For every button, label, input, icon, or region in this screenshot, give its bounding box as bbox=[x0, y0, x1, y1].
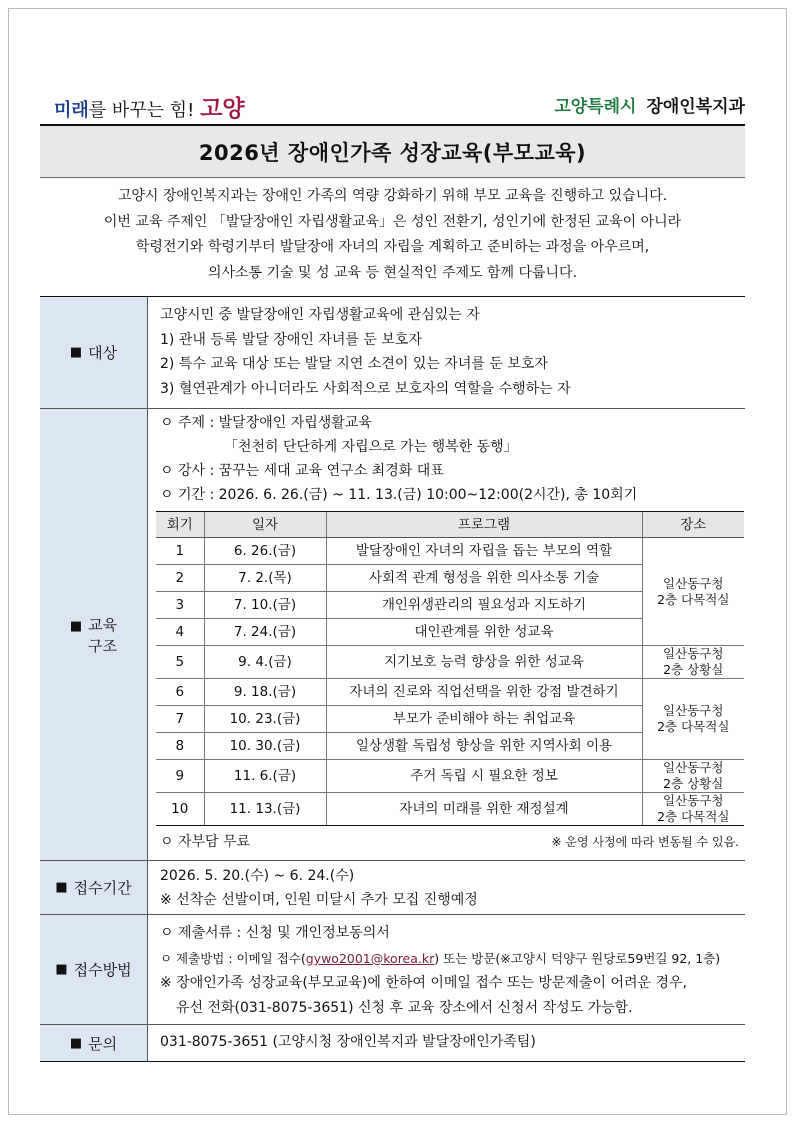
session-program: 개인위생관리의 필요성과 지도하기 bbox=[326, 592, 642, 619]
table-row bbox=[156, 793, 744, 826]
session-location: 일산동구청 2층 다목적실 bbox=[642, 679, 744, 760]
label-text: 대상 bbox=[88, 344, 118, 362]
label-target bbox=[40, 297, 148, 408]
city-name: 고양특례시 bbox=[554, 97, 637, 117]
slogan-part-3: 고양 bbox=[200, 96, 245, 122]
session-date: 11. 13.(금) bbox=[204, 793, 326, 826]
session-no: 6 bbox=[156, 679, 204, 706]
session-no: 3 bbox=[156, 592, 204, 619]
session-program: 부모가 준비해야 하는 취업교육 bbox=[326, 706, 642, 733]
target-line: 고양시민 중 발달장애인 자립생활교육에 관심있는 자 bbox=[160, 307, 480, 323]
label-text: 교육 bbox=[88, 615, 118, 634]
session-program: 사회적 관계 형성을 위한 의사소통 기술 bbox=[326, 565, 642, 592]
session-no: 9 bbox=[156, 760, 204, 793]
table-row bbox=[156, 538, 744, 565]
session-date: 7. 10.(금) bbox=[204, 592, 326, 619]
method-note: 유선 전화(031-8075-3651) 신청 후 교육 장소에서 신청서 작성도 가능함. bbox=[176, 1000, 633, 1016]
session-no: 2 bbox=[156, 565, 204, 592]
square-bullet-icon: ■ bbox=[55, 962, 68, 977]
change-note: ※ 운영 사정에 따라 변동될 수 있음. bbox=[551, 835, 739, 849]
section-reception-period bbox=[40, 861, 745, 915]
department bbox=[554, 92, 745, 117]
lecturer: ㅇ 강사 : 꿈꾸는 세대 교육 연구소 최경화 대표 bbox=[160, 463, 444, 479]
table-row bbox=[156, 646, 744, 679]
slogan-part-1: 미래 bbox=[54, 100, 89, 121]
session-location: 일산동구청 2층 상황실 bbox=[642, 760, 744, 793]
division-name: 장애인복지과 bbox=[646, 97, 745, 117]
session-no: 1 bbox=[156, 538, 204, 565]
session-location: 일산동구청 2층 다목적실 bbox=[642, 793, 744, 826]
fee-row bbox=[160, 830, 745, 854]
session-date: 10. 30.(금) bbox=[204, 733, 326, 760]
topic: ㅇ 주제 : 발달장애인 자립생활교육 bbox=[160, 415, 372, 431]
session-program: 발달장애인 자녀의 자립을 돕는 부모의 역할 bbox=[326, 538, 642, 565]
session-program: 대인관계를 위한 성교육 bbox=[326, 619, 642, 646]
square-bullet-icon: ■ bbox=[55, 880, 68, 895]
header-location: 장소 bbox=[642, 512, 744, 538]
session-program: 자녀의 미래를 위한 재정설계 bbox=[326, 793, 642, 826]
schedule-table bbox=[156, 511, 744, 826]
documents: ㅇ 제출서류 : 신청 및 개인정보동의서 bbox=[160, 925, 390, 941]
session-location: 일산동구청 2층 상황실 bbox=[642, 646, 744, 679]
session-program: 주거 독립 시 필요한 정보 bbox=[326, 760, 642, 793]
header-session: 회기 bbox=[156, 512, 204, 538]
header-date: 일자 bbox=[204, 512, 326, 538]
session-no: 4 bbox=[156, 619, 204, 646]
reception-note: ※ 선착순 선발이며, 인원 미달시 추가 모집 진행예정 bbox=[160, 892, 478, 908]
section-inquiry bbox=[40, 1025, 745, 1061]
contact: 031-8075-3651 (고양시청 장애인복지과 발달장애인가족팀) bbox=[160, 1034, 536, 1050]
target-line: 3) 혈연관계가 아니더라도 사회적으로 보호자의 역할을 수행하는 자 bbox=[160, 380, 571, 397]
page-title: 2026년 장애인가족 성장교육(부모교육) bbox=[198, 140, 587, 165]
table-row bbox=[156, 760, 744, 793]
table-row bbox=[156, 679, 744, 706]
slogan-part-2: 를 바꾸는 힘! bbox=[88, 100, 201, 121]
session-date: 6. 26.(금) bbox=[204, 538, 326, 565]
header bbox=[40, 84, 745, 120]
target-line: 1) 관내 등록 발달 장애인 자녀를 둔 보호자 bbox=[160, 331, 422, 348]
square-bullet-icon: ■ bbox=[69, 618, 83, 634]
reception-dates: 2026. 5. 20.(수) ~ 6. 24.(수) bbox=[160, 868, 355, 884]
intro bbox=[40, 184, 745, 286]
label-text: 접수방법 bbox=[73, 961, 132, 979]
section-target bbox=[40, 297, 745, 409]
slogan bbox=[54, 90, 245, 123]
label-reception-period bbox=[40, 861, 148, 914]
fee: ㅇ 자부담 무료 bbox=[160, 834, 251, 850]
inquiry-content bbox=[148, 1025, 745, 1061]
session-date: 11. 6.(금) bbox=[204, 760, 326, 793]
intro-line: 학령전기와 학령기부터 발달장애 자녀의 자립을 계획하고 준비하는 과정을 아우르며, bbox=[135, 239, 650, 255]
session-no: 5 bbox=[156, 646, 204, 679]
label-text: 문의 bbox=[88, 1034, 118, 1053]
session-date: 9. 18.(금) bbox=[204, 679, 326, 706]
reception-period-content bbox=[148, 861, 745, 914]
section-structure bbox=[40, 409, 745, 861]
label-text: 구조 bbox=[88, 636, 117, 655]
reception-method-content bbox=[148, 915, 745, 1024]
intro-line: 의사소통 기술 및 성 교육 등 현실적인 주제도 함께 다룹니다. bbox=[207, 264, 578, 281]
section-reception-method bbox=[40, 915, 745, 1025]
info-table bbox=[40, 296, 745, 1062]
label-reception-method bbox=[40, 915, 148, 1024]
method-suffix: ) 또는 방문(※고양시 덕양구 원당로59번길 92, 1층) bbox=[434, 951, 721, 966]
session-date: 10. 23.(금) bbox=[204, 706, 326, 733]
method-note: ※ 장애인가족 성장교육(부모교육)에 한하여 이메일 접수 또는 방문제출이 어려운 경우, bbox=[160, 975, 687, 991]
session-program: 자녀의 진로와 직업선택을 위한 강점 발견하기 bbox=[326, 679, 642, 706]
session-date: 7. 24.(금) bbox=[204, 619, 326, 646]
intro-line: 고양시 장애인복지과는 장애인 가족의 역량 강화하기 위해 부모 교육을 진행하고 있습니다. bbox=[117, 188, 668, 204]
topic-subtitle: 「천천히 단단하게 자립으로 가는 행복한 동행」 bbox=[224, 439, 518, 455]
period: ㅇ 기간 : 2026. 6. 26.(금) ~ 11. 13.(금) 10:00~12:00(2시간), 총 10회기 bbox=[160, 487, 638, 503]
target-content bbox=[148, 297, 745, 408]
square-bullet-icon: ■ bbox=[69, 345, 83, 360]
email-link[interactable]: gywo2001@korea.kr bbox=[305, 951, 435, 966]
label-structure bbox=[40, 409, 148, 860]
session-no: 10 bbox=[156, 793, 204, 826]
session-location: 일산동구청 2층 다목적실 bbox=[642, 538, 744, 646]
structure-content bbox=[148, 409, 745, 860]
label-inquiry bbox=[40, 1025, 148, 1061]
session-no: 8 bbox=[156, 733, 204, 760]
method-prefix: ㅇ 제출방법 : 이메일 접수( bbox=[160, 951, 306, 966]
session-date: 9. 4.(금) bbox=[204, 646, 326, 679]
header-program: 프로그램 bbox=[326, 512, 642, 538]
session-no: 7 bbox=[156, 706, 204, 733]
session-program: 지기보호 능력 향상을 위한 성교육 bbox=[326, 646, 642, 679]
target-line: 2) 특수 교육 대상 또는 발달 지연 소견이 있는 자녀를 둔 보호자 bbox=[160, 356, 548, 372]
intro-line: 이번 교육 주제인 「발달장애인 자립생활교육」은 성인 전환기, 성인기에 한정된 교육이 아니라 bbox=[103, 213, 682, 230]
title-box bbox=[40, 124, 745, 178]
label-text: 접수기간 bbox=[73, 879, 132, 897]
session-date: 7. 2.(목) bbox=[204, 565, 326, 592]
square-bullet-icon: ■ bbox=[69, 1035, 83, 1051]
session-program: 일상생활 독립성 향상을 위한 지역사회 이용 bbox=[326, 733, 642, 760]
submit-method bbox=[160, 946, 745, 971]
